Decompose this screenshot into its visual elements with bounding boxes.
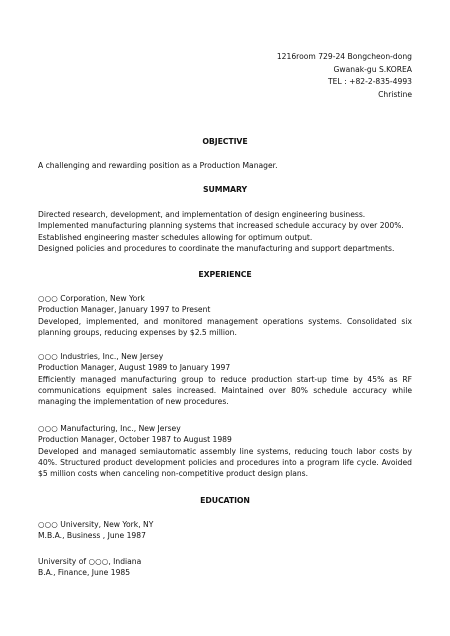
objective-section — [38, 160, 412, 171]
education-entry — [38, 519, 412, 542]
contact-block — [277, 51, 412, 101]
experience-job — [38, 293, 412, 338]
degree: B.A., Finance, June 1985 — [38, 568, 131, 578]
job-company: ○○○ Corporation, New York — [38, 294, 145, 303]
summary-line: Established engineering master schedules allowing for optimum output. — [38, 232, 313, 242]
summary-line: Directed research, development, and implementation of design engineering business. — [38, 210, 366, 219]
experience-heading: EXPERIENCE — [198, 270, 252, 279]
job-description: Efficiently managed manufacturing group to reduce production start-up time by 45% as RF communications equipment sales increased. Maintained over 80% schedule accuracy while managing the implementation of new procedures. — [38, 374, 412, 407]
job-title: Production Manager, October 1987 to August 1989 — [38, 435, 232, 445]
job-company: ○○○ Manufacturing, Inc., New Jersey — [38, 424, 181, 433]
address-line-1: 1216room 729-24 Bongcheon-dong — [276, 52, 412, 61]
job-title: Production Manager, August 1989 to January 1997 — [38, 363, 231, 373]
summary-section — [38, 209, 412, 254]
job-description: Developed and managed semiautomatic assembly line systems, reducing touch labor costs by 40%. Structured product development policies and procedures into a program life cycle. Avoided $5 million costs when canceling non-competitive product design plans. — [38, 446, 412, 479]
summary-line: Designed policies and procedures to coordinate the manufacturing and support departments. — [38, 243, 395, 253]
education-entry — [38, 556, 412, 579]
school-name: ○○○ University, New York, NY — [38, 520, 154, 529]
address-line-2: Gwanak-gu S.KOREA — [333, 64, 412, 74]
job-title: Production Manager, January 1997 to Present — [38, 305, 211, 315]
summary-line: Implemented manufacturing planning systems that increased schedule accuracy by over 200%. — [38, 221, 404, 231]
job-company: ○○○ Industries, Inc., New Jersey — [38, 352, 164, 361]
objective-text: A challenging and rewarding position as a Production Manager. — [38, 161, 278, 170]
objective-heading: OBJECTIVE — [202, 137, 248, 146]
school-name: University of ○○○, Indiana — [38, 557, 142, 566]
experience-job — [38, 423, 412, 479]
phone-number: TEL : +82-2-835-4993 — [328, 77, 412, 86]
education-heading: EDUCATION — [200, 496, 250, 505]
degree: M.B.A., Business , June 1987 — [38, 531, 146, 541]
experience-job — [38, 351, 412, 407]
job-description: Developed, implemented, and monitored management operations systems. Consolidated six planning groups, reducing expenses by $2.5 million. — [38, 316, 412, 337]
summary-heading: SUMMARY — [202, 185, 248, 194]
candidate-name: Christine — [378, 89, 412, 99]
